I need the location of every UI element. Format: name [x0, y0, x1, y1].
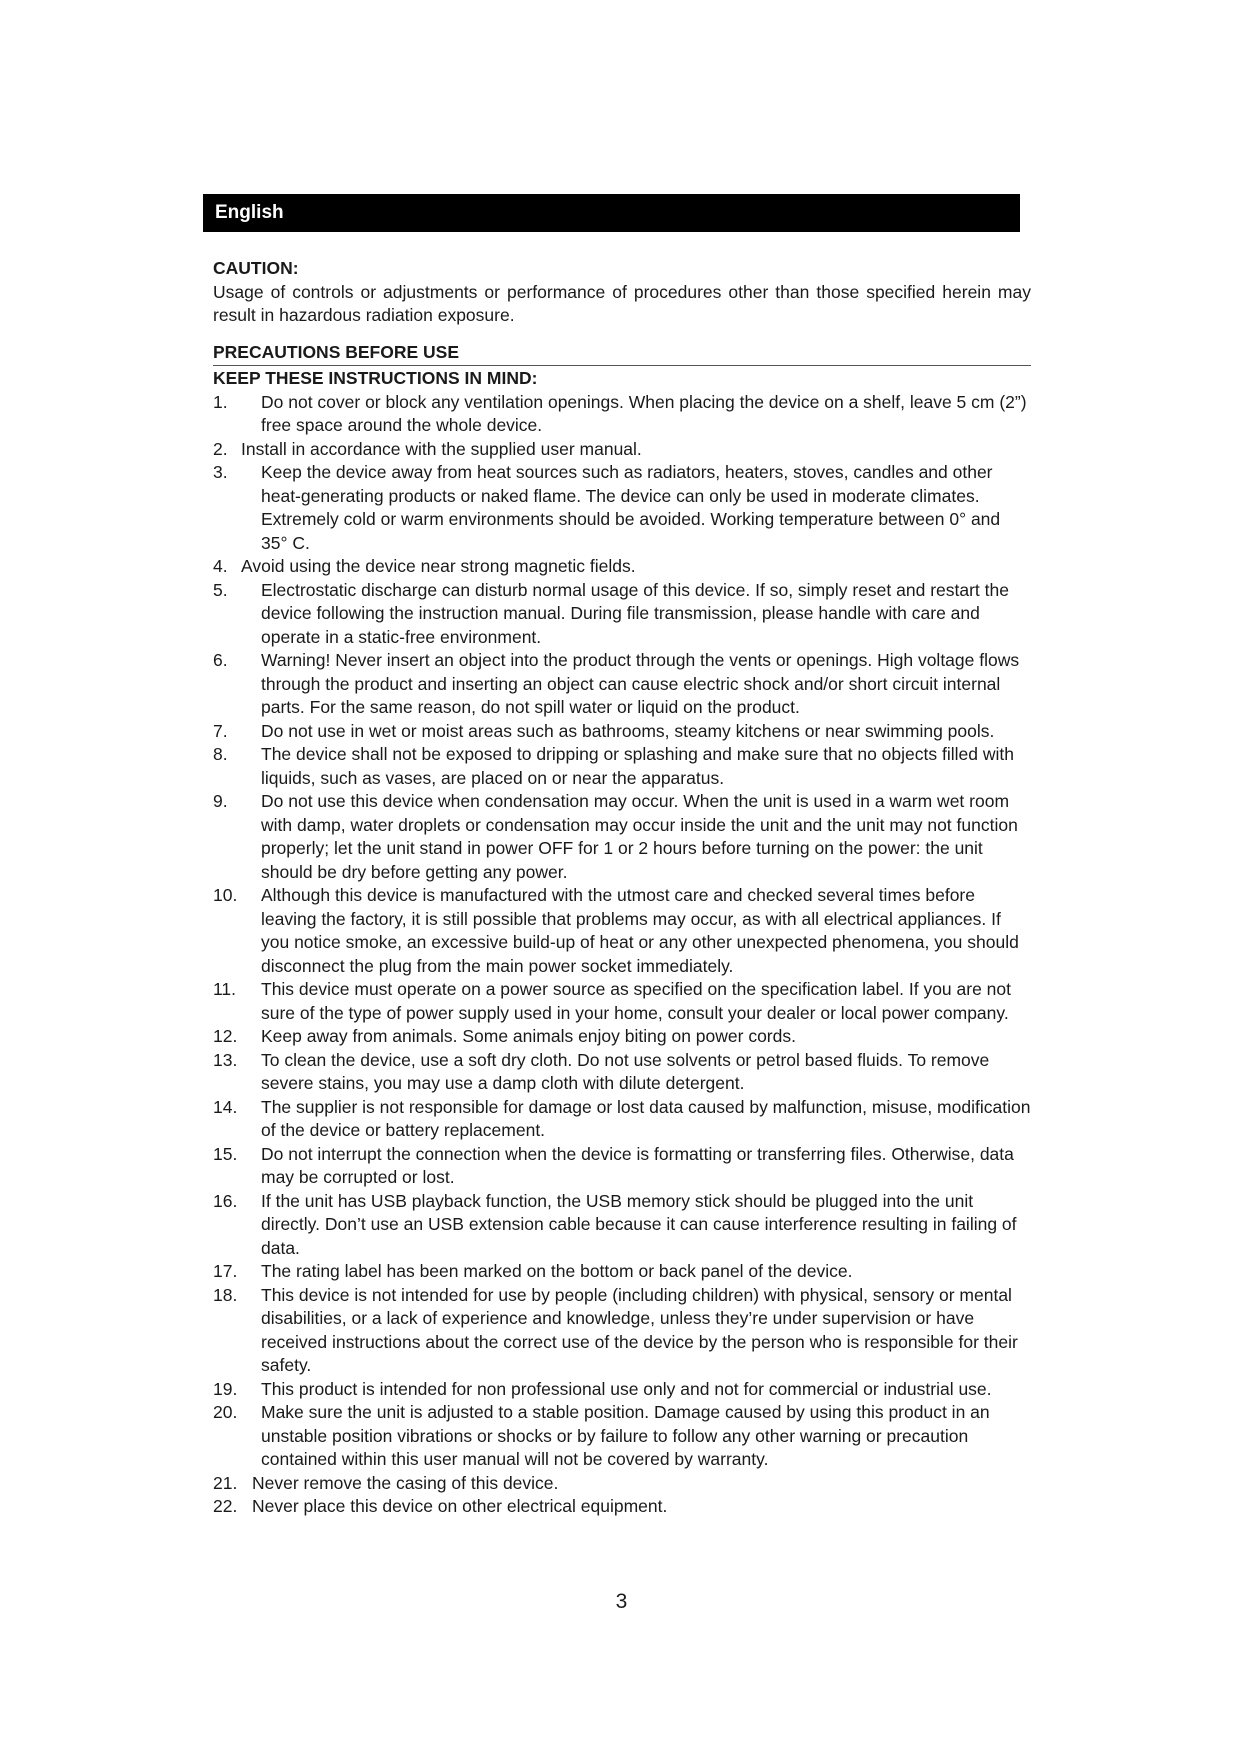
list-item: 14. The supplier is not responsible for damage or lost data caused by malfunction, misuse, modification of the device or battery replacement.: [213, 1096, 1031, 1140]
list-item: 8. The device shall not be exposed to dripping or splashing and make sure that no objects filled with liquids, such as vases, are placed on or near the apparatus.: [213, 744, 1014, 788]
list-item: 3. Keep the device away from heat sources such as radiators, heaters, stoves, candles and other heat-generating products or naked flame. The device can only be used in moderate climates. Extremely cold or warm environments should be avoided. Working temperature between 0° and 35° C.: [213, 462, 1001, 553]
list-item: 4. Avoid using the device near strong magnetic fields.: [213, 556, 636, 576]
list-item: 21. Never remove the casing of this device.: [213, 1472, 559, 1493]
precautions-title: PRECAUTIONS BEFORE USE: [213, 341, 1031, 367]
caution-text: Usage of controls or adjustments or performance of procedures other than those specified herein may result in hazardous radiation exposure.: [213, 281, 1031, 325]
list-item: 20. Make sure the unit is adjusted to a stable position. Damage caused by using this product in an unstable position vibrations or shocks or by failure to follow any other warning or precaution contained within this user manual will not be covered by warranty.: [213, 1402, 990, 1469]
list-item: 13. To clean the device, use a soft dry cloth. Do not use solvents or petrol based fluids. To remove severe stains, you may use a damp cloth with dilute detergent.: [213, 1049, 990, 1093]
list-item: 10. Although this device is manufactured with the utmost care and checked several times before leaving the factory, it is still possible that problems may occur, as with all electrical appliances. If you notice smoke, an excessive build-up of heat or any other unexpected phenomena, you should disconnect the plug from the main power socket immediately.: [213, 885, 1019, 976]
precautions-list: [213, 391, 1031, 1519]
language-header: English: [203, 194, 1020, 232]
list-item: 6. Warning! Never insert an object into the product through the vents or openings. High voltage flows through the product and inserting an object can cause electric shock and/or short circuit internal parts. For the same reason, do not spill water or liquid on the product.: [213, 650, 1020, 717]
list-item: 15. Do not interrupt the connection when the device is formatting or transferring files. Otherwise, data may be corrupted or lost.: [213, 1143, 1014, 1187]
list-item: 16. If the unit has USB playback function, the USB memory stick should be plugged into the unit directly. Don’t use an USB extension cable because it can cause interference resulting in failing of data.: [213, 1190, 1017, 1258]
list-item: 22. Never place this device on other electrical equipment.: [213, 1496, 668, 1516]
list-item: 12. Keep away from animals. Some animals enjoy biting on power cords.: [213, 1026, 796, 1046]
list-item: 19. This product is intended for non professional use only and not for commercial or industrial use.: [213, 1378, 992, 1399]
precautions-subtitle: KEEP THESE INSTRUCTIONS IN MIND:: [213, 368, 538, 388]
list-item: 1. Do not cover or block any ventilation openings. When placing the device on a shelf, leave 5 cm (2”) free space around the whole device.: [213, 391, 1027, 435]
list-item: 18. This device is not intended for use by people (including children) with physical, sensory or mental disabilities, or a lack of experience and knowledge, unless they’re under supervision or have received instructions about the correct use of the device by the person who is responsible for their safety.: [213, 1284, 1018, 1375]
caution-title: CAUTION:: [213, 258, 299, 278]
list-item: 5. Electrostatic discharge can disturb normal usage of this device. If so, simply reset and restart the device following the instruction manual. During file transmission, please handle with care and operate in a static-free environment.: [213, 579, 1009, 647]
list-item: 9. Do not use this device when condensation may occur. When the unit is used in a warm wet room with damp, water droplets or condensation may occur inside the unit and the unit may not function properly; let the unit stand in power OFF for 1 or 2 hours before turning on the power: the unit should be dry before getting any power.: [213, 791, 1018, 882]
list-item: 7. Do not use in wet or moist areas such as bathrooms, steamy kitchens or near swimming pools.: [213, 720, 995, 741]
page-number: 3: [615, 1590, 628, 1613]
page-content: [213, 257, 1031, 1519]
list-item: 2. Install in accordance with the supplied user manual.: [213, 438, 642, 459]
list-item: 11. This device must operate on a power source as specified on the specification label. If you are not sure of the type of power supply used in your home, consult your dealer or local power company.: [213, 979, 1012, 1023]
list-item: 17. The rating label has been marked on the bottom or back panel of the device.: [213, 1261, 853, 1281]
